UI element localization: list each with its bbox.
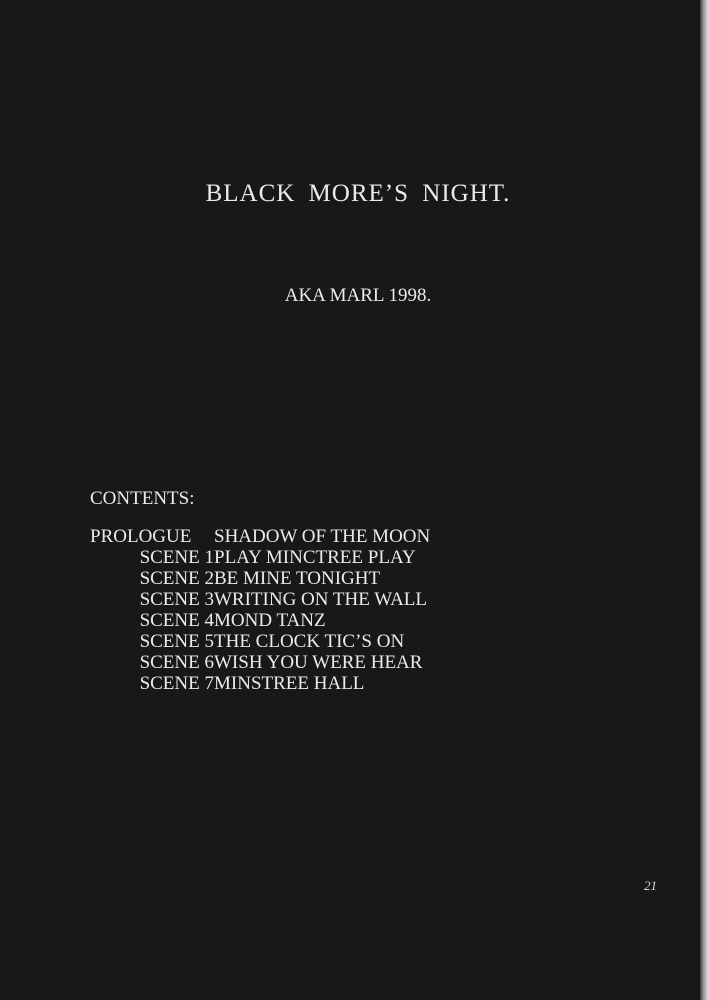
toc-entry-label: SCENE 4 (139, 610, 214, 631)
page-edge (700, 0, 709, 1000)
toc-entry-title: PLAY MINCTREE PLAY (214, 547, 416, 568)
toc-entry-title: WRITING ON THE WALL (214, 589, 428, 610)
toc-entry-label: PROLOGUE (90, 526, 192, 547)
contents-heading: CONTENTS: (90, 488, 195, 509)
toc-entry-title: THE CLOCK TIC’S ON (214, 631, 405, 652)
toc-entry-label: SCENE 3 (139, 589, 214, 610)
toc-entry-title: WISH YOU WERE HEAR (214, 652, 423, 673)
toc-entry-title: MINSTREE HALL (214, 673, 365, 694)
toc-entry (90, 526, 430, 547)
toc-entry (90, 589, 430, 610)
toc-entry-label: SCENE 2 (139, 568, 214, 589)
toc-entry-label: SCENE 1 (139, 547, 214, 568)
toc-entry-title: MOND TANZ (214, 610, 326, 631)
page-number: 21 (644, 878, 657, 893)
toc-entry-label: SCENE 5 (139, 631, 214, 652)
toc-entry (90, 673, 430, 694)
toc-entry (90, 652, 430, 673)
toc-entry-title: BE MINE TONIGHT (214, 568, 381, 589)
toc-entry (90, 547, 430, 568)
toc-entry (90, 610, 430, 631)
toc-entry (90, 568, 430, 589)
table-of-contents (90, 526, 430, 694)
toc-entry-title: SHADOW OF THE MOON (214, 526, 431, 547)
toc-entry (90, 631, 430, 652)
toc-entry-label: SCENE 7 (139, 673, 214, 694)
document-title: BLACK MORE’S NIGHT. (205, 180, 511, 207)
toc-entry-label: SCENE 6 (139, 652, 214, 673)
document-subtitle: AKA MARL 1998. (284, 285, 432, 306)
